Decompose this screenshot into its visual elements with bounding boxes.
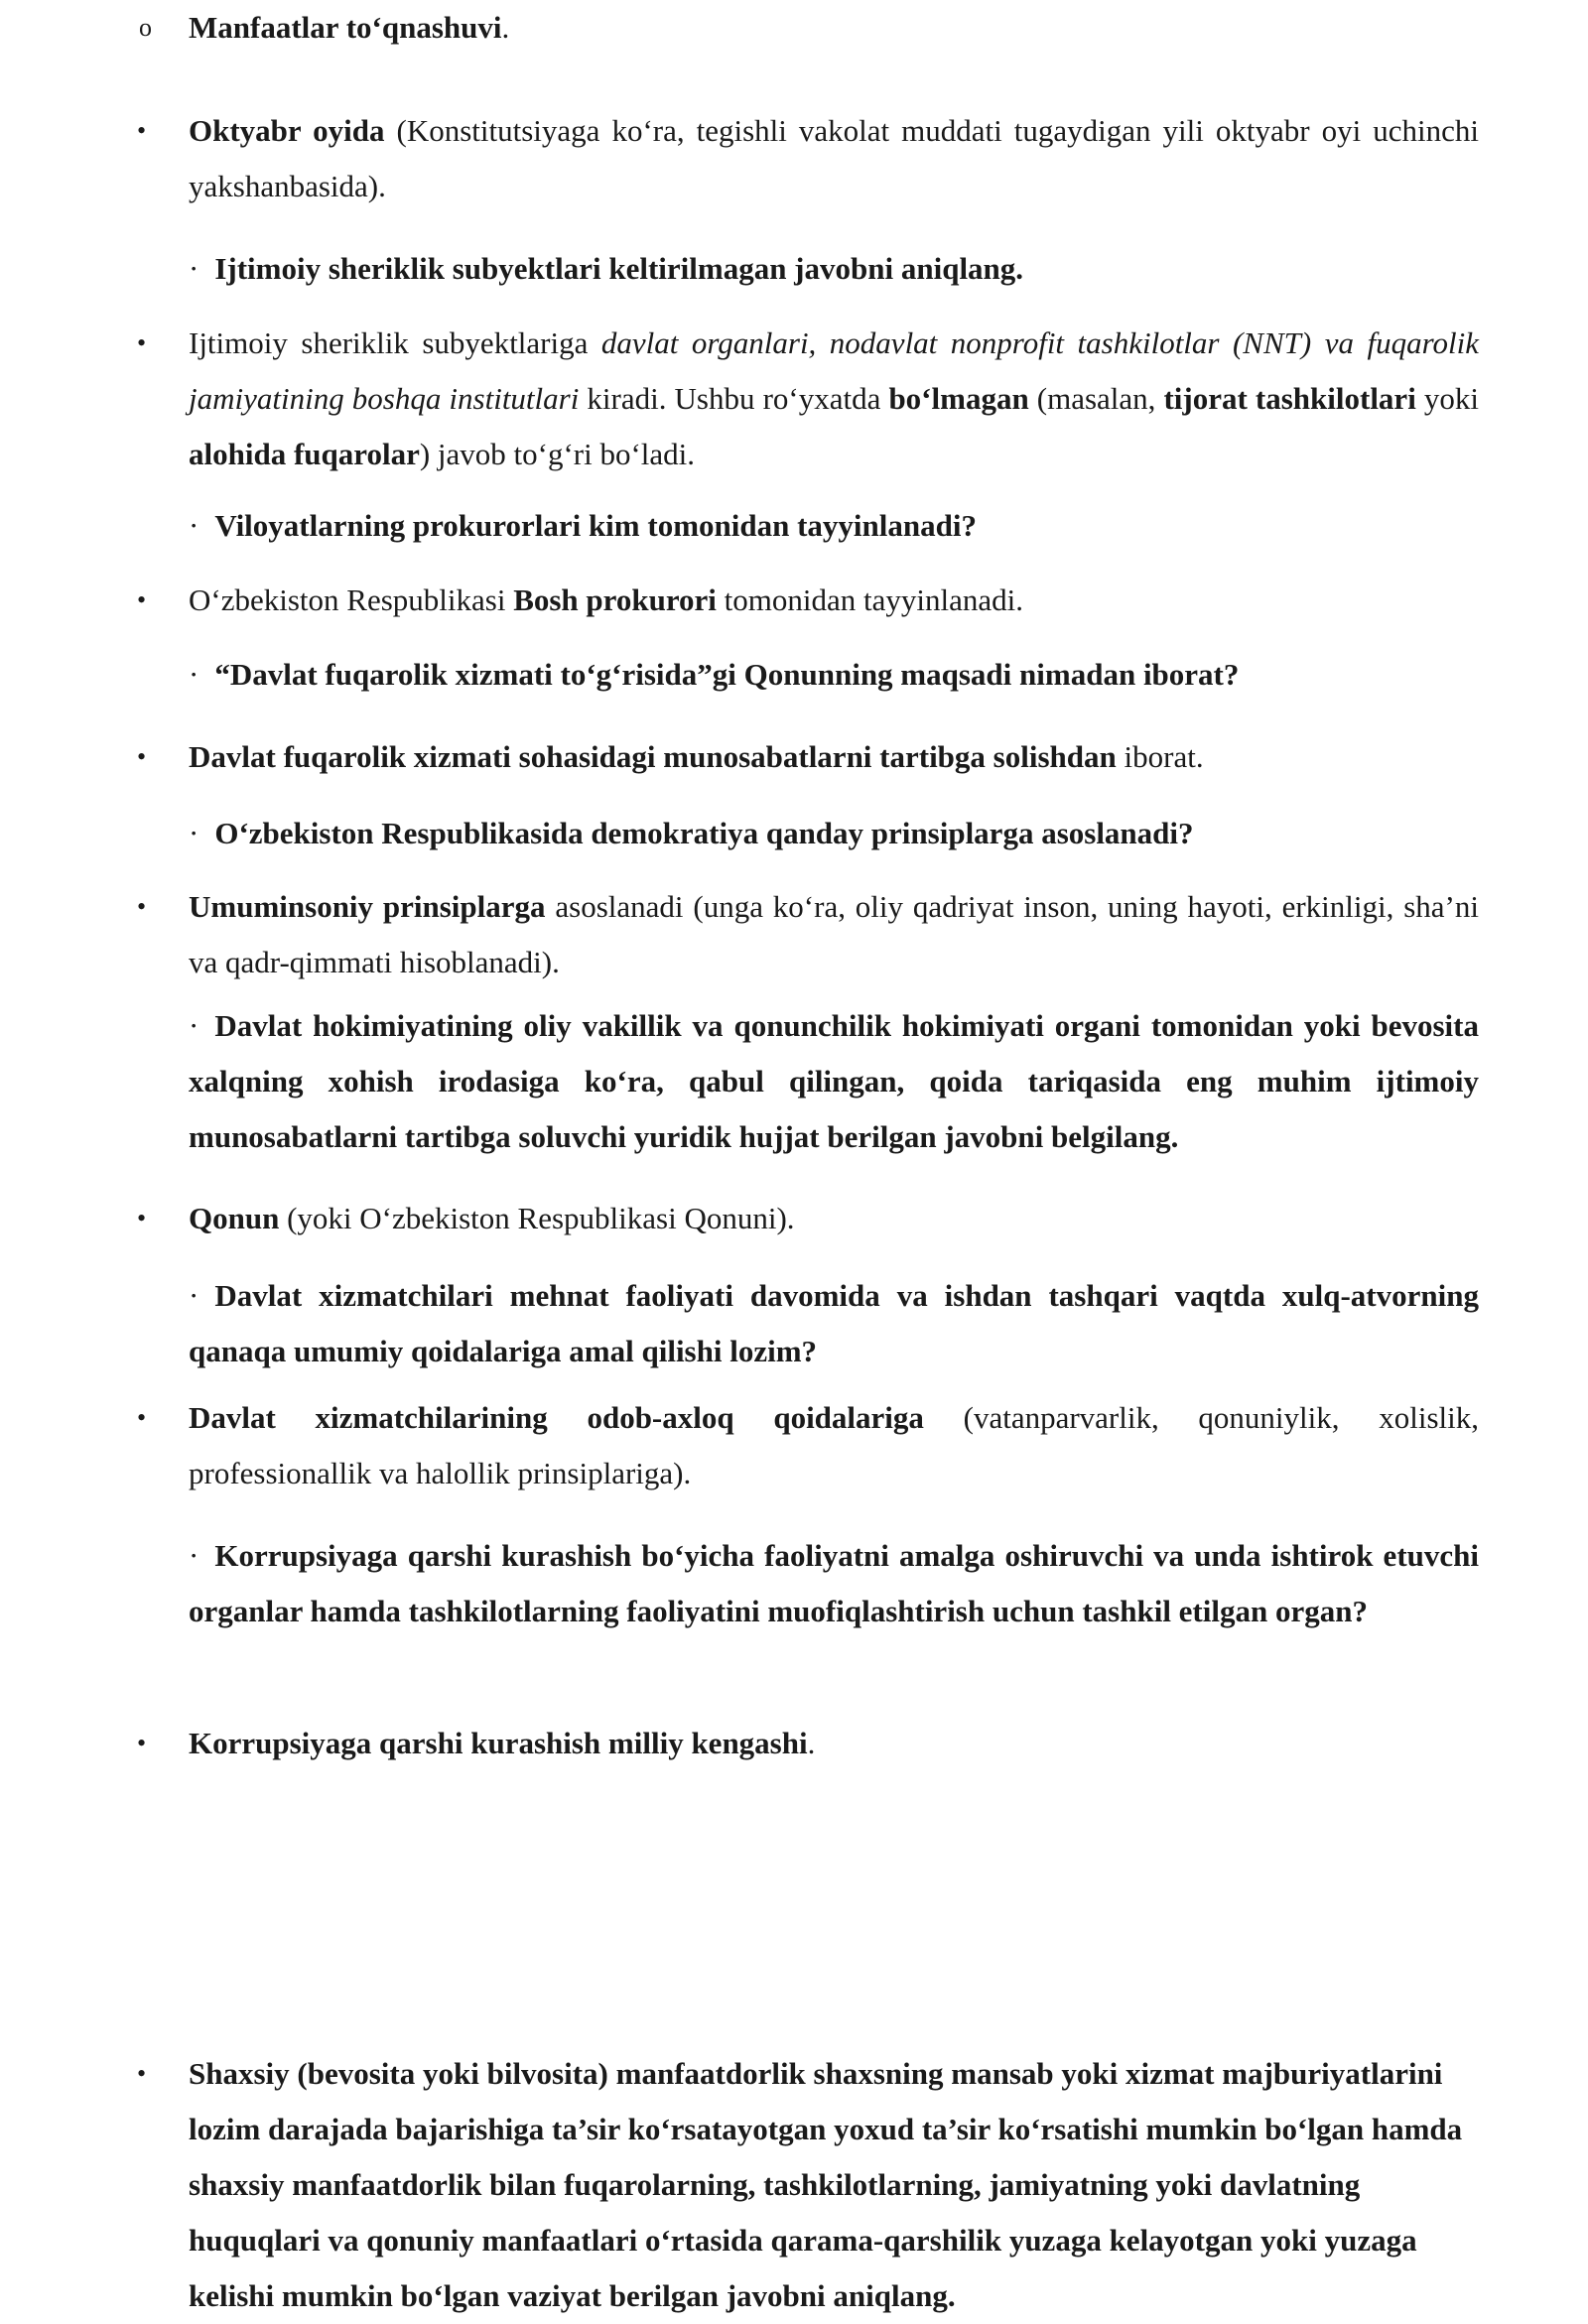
sub-bullet-marker: o: [139, 13, 152, 42]
bullet-marker: •: [137, 1204, 147, 1232]
question-text: [189, 806, 1479, 861]
text-span: .: [501, 10, 510, 45]
bold-span: Oktyabr oyida: [189, 113, 385, 148]
bold-span: bo‘lmagan: [888, 381, 1029, 416]
question-text: [189, 241, 1479, 297]
bullet-marker: •: [137, 2059, 147, 2088]
answer-text: [189, 1716, 1479, 1771]
answer-text: [189, 316, 1479, 482]
text-span: ) javob to‘g‘ri bo‘ladi.: [419, 437, 696, 471]
question-label: Viloyatlarning prokurorlari kim tomonidan tayyinlanadi?: [214, 508, 977, 543]
answer-text: [189, 729, 1479, 785]
bold-span: Qonun: [189, 1201, 280, 1235]
bullet-marker: •: [137, 1403, 147, 1432]
bold-span: Umuminsoniy prinsiplarga: [189, 889, 546, 924]
text-span: (Konstitutsiyaga ko‘ra, tegishli vakolat muddati tugaydigan yili oktyabr oyi uchinchi yakshanbasida).: [189, 113, 1479, 203]
question-marker: ·: [189, 1008, 199, 1043]
question-marker: ·: [189, 1538, 199, 1573]
question-text: [189, 647, 1479, 703]
bold-span: Davlat fuqarolik xizmati sohasidagi munosabatlarni tartibga solishdan: [189, 739, 1117, 774]
text-span: kiradi. Ushbu ro‘yxatda: [579, 381, 889, 416]
bold-span: alohida fuqarolar: [189, 437, 420, 471]
text-span: Ijtimoiy sheriklik subyektlariga: [189, 325, 601, 360]
question-text: [189, 998, 1479, 1165]
question-text: [189, 1528, 1479, 1639]
sub-answer-text: [189, 0, 1479, 56]
bold-span: tijorat tashkilotlari: [1163, 381, 1416, 416]
answer-text: [189, 2046, 1479, 2324]
text-span: iborat.: [1116, 739, 1204, 774]
text-span: .: [807, 1726, 816, 1760]
text-span: asoslanadi (unga ko‘ra, oliy qadriyat inson, uning hayoti, erkinligi, sha’ni va qadr-qimmati hisoblanadi).: [189, 889, 1479, 979]
answer-text: [189, 879, 1479, 990]
bullet-marker: •: [137, 585, 147, 614]
bold-span: Korrupsiyaga qarshi kurashish milliy kengashi: [189, 1726, 808, 1760]
italic-span: davlat organlari, nodavlat nonprofit tashkilotlar (NNT) va fuqarolik jamiyatining boshqa institutlari: [189, 325, 1479, 416]
question-text: [189, 498, 1479, 554]
question-label: Davlat xizmatchilari mehnat faoliyati davomida va ishdan tashqari vaqtda xulq-atvorning qanaqa umumiy qoidalariga amal qilishi lozim?: [189, 1278, 1479, 1368]
text-span: tomonidan tayyinlanadi.: [716, 582, 1023, 617]
question-marker: ·: [189, 251, 199, 286]
answer-text: [189, 1390, 1479, 1501]
bold-span: Bosh prokurori: [513, 582, 717, 617]
question-marker: ·: [189, 1278, 199, 1313]
question-label: O‘zbekiston Respublikasida demokratiya qanday prinsiplarga asoslanadi?: [214, 816, 1194, 850]
text-span: (masalan,: [1028, 381, 1164, 416]
text-span: yoki: [1415, 381, 1479, 416]
question-marker: ·: [189, 657, 199, 692]
bullet-marker: •: [137, 1729, 147, 1757]
text-span: O‘zbekiston Respublikasi: [189, 582, 514, 617]
bullet-marker: •: [137, 328, 147, 357]
question-label: Korrupsiyaga qarshi kurashish bo‘yicha faoliyatni amalga oshiruvchi va unda ishtirok etuvchi organlar hamda tashkilotlarning faoliyatini muofiqlashtirish uchun tashkil etilgan organ?: [189, 1538, 1479, 1628]
bold-span: Manfaatlar to‘qnashuvi: [189, 10, 502, 45]
answer-text: [189, 573, 1479, 628]
bullet-marker: •: [137, 892, 147, 921]
question-label: Ijtimoiy sheriklik subyektlari keltirilmagan javobni aniqlang.: [214, 251, 1024, 286]
text-span: (vatanparvarlik, qonuniylik, xolislik, professionallik va halollik prinsiplariga).: [189, 1400, 1479, 1490]
question-text: [189, 1268, 1479, 1379]
bullet-marker: •: [137, 116, 147, 145]
question-marker: ·: [189, 508, 199, 543]
question-label: “Davlat fuqarolik xizmati to‘g‘risida”gi Qonunning maqsadi nimadan iborat?: [214, 657, 1240, 692]
bold-span: Shaxsiy (bevosita yoki bilvosita) manfaatdorlik shaxsning mansab yoki xizmat majburiyatlarini lozim darajada bajarishiga ta’sir ko‘rsatayotgan yoxud ta’sir ko‘rsatishi mumkin bo‘lgan hamda shaxsiy manfaatdorlik bilan fuqarolarning, tashkilotlarning, jamiyatning yoki davlatning huquqlari va qonuniy manfaatlari o‘rtasida qarama-qarshilik yuzaga kelayotgan yoki yuzaga kelishi mumkin bo‘lgan vaziyat berilgan javobni aniqlang.: [189, 2056, 1463, 2313]
question-marker: ·: [189, 816, 199, 850]
answer-text: [189, 103, 1479, 214]
text-span: (yoki O‘zbekiston Respublikasi Qonuni).: [279, 1201, 795, 1235]
bold-span: Davlat xizmatchilarining odob-axloq qoidalariga: [189, 1400, 924, 1435]
answer-text: [189, 1191, 1479, 1246]
question-label: Davlat hokimiyatining oliy vakillik va qonunchilik hokimiyati organi tomonidan yoki bevosita xalqning xohish irodasiga ko‘ra, qabul qilingan, qoida tariqasida eng muhim ijtimoiy munosabatlarni tartibga soluvchi yuridik hujjat berilgan javobni belgilang.: [189, 1008, 1479, 1154]
bullet-marker: •: [137, 742, 147, 771]
